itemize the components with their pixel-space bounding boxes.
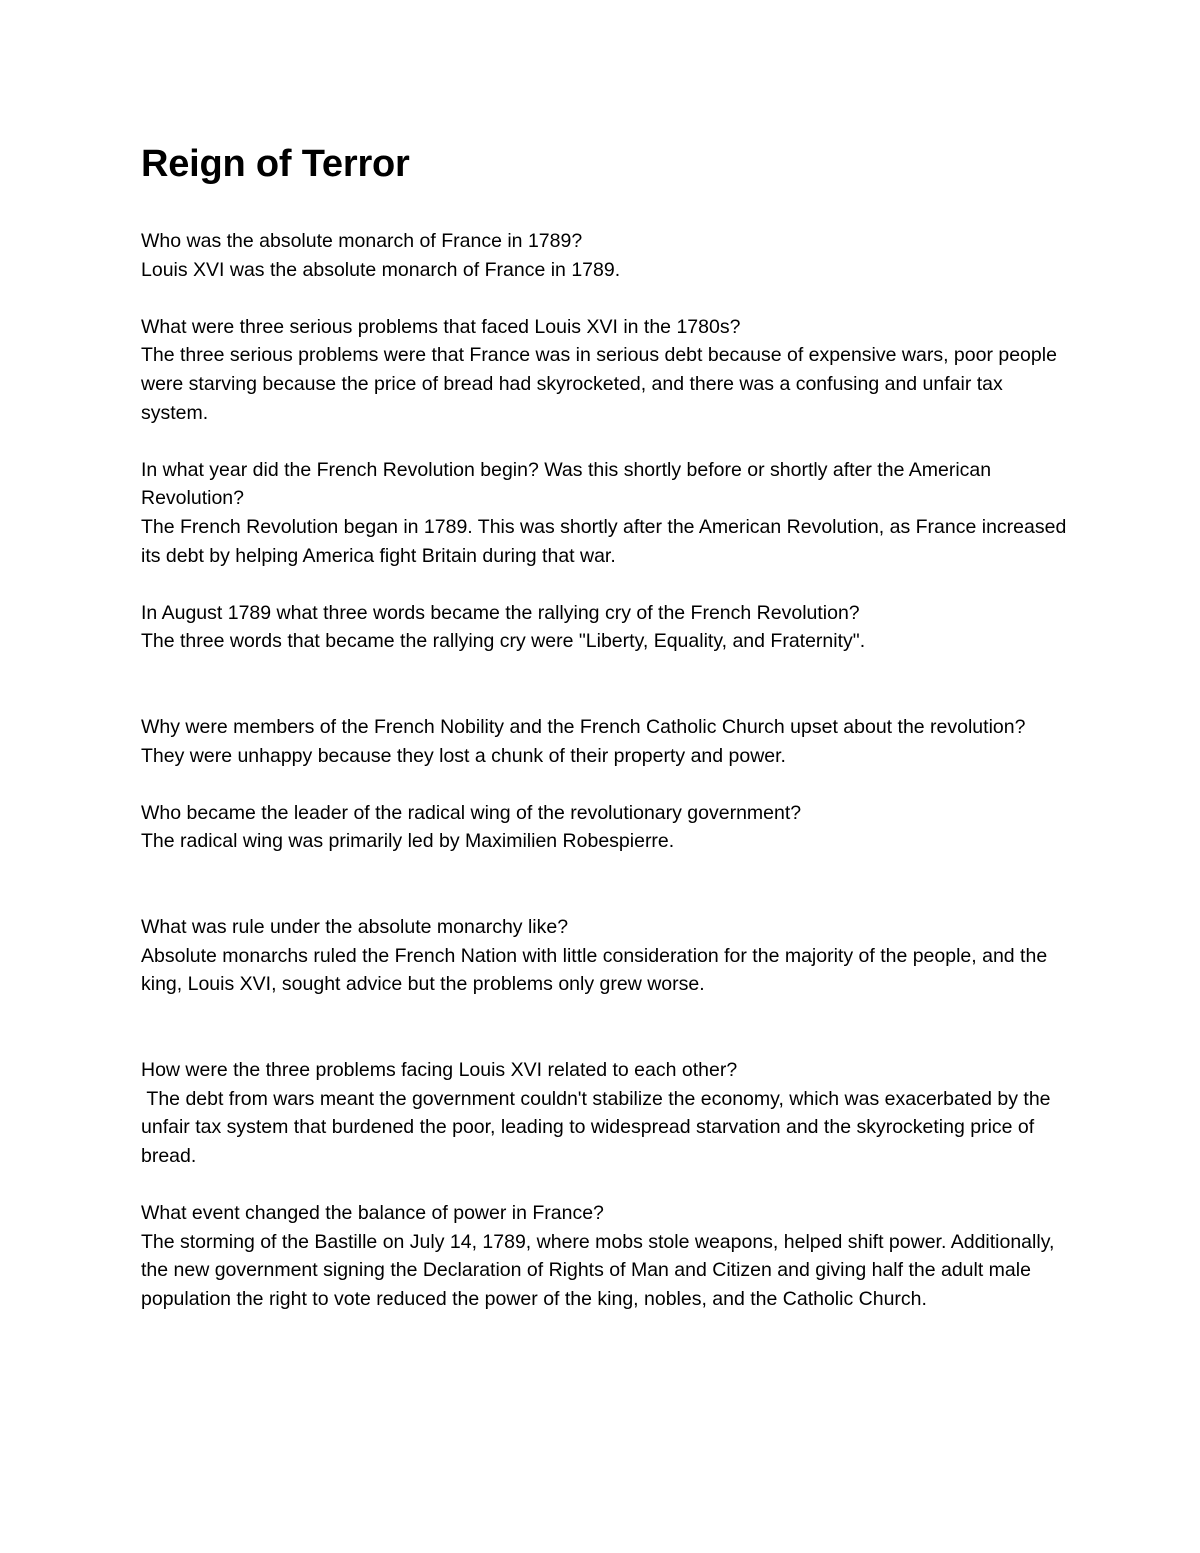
answer-7: Absolute monarchs ruled the French Nation with little consideration for the majority of the people, and the king, Louis XVI, sought advice but the problems only grew worse.	[141, 944, 1048, 996]
question-3: In what year did the French Revolution begin? Was this shortly before or shortly after the American Revolution?	[141, 458, 992, 510]
question-5: Why were members of the French Nobility and the French Catholic Church upset about the revolution?	[141, 716, 1026, 739]
answer-6: The radical wing was primarily led by Maximilien Robespierre.	[141, 830, 675, 853]
answer-9: The storming of the Bastille on July 14, 1789, where mobs stole weapons, helped shift power. Additionally, the new government signing the Declaration of Rights of Man and Citizen and giving half the adult male population the right to vote reduced the power of the king, nobles, and the Catholic Church.	[141, 1230, 1055, 1310]
question-4: In August 1789 what three words became the rallying cry of the French Revolution?	[141, 601, 860, 624]
qa-section-2	[141, 313, 1071, 427]
qa-section-7	[141, 913, 1071, 999]
answer-4: The three words that became the rallying cry were "Liberty, Equality, and Fraternity".	[141, 630, 866, 653]
spacer	[141, 770, 1071, 799]
qa-section-6	[141, 799, 1071, 856]
answer-2: The three serious problems were that France was in serious debt because of expensive wars, poor people were starving because the price of bread had skyrocketed, and there was a confusing and unfair tax system.	[141, 344, 1057, 424]
spacer	[141, 856, 1071, 913]
spacer	[141, 284, 1071, 313]
qa-section-9	[141, 1199, 1071, 1313]
qa-section-1	[141, 227, 1071, 284]
qa-section-5	[141, 713, 1071, 770]
answer-8: The debt from wars meant the government couldn't stabilize the economy, which was exacerbated by the unfair tax system that burdened the poor, leading to widespread starvation and the skyrocketing price of bread.	[141, 1087, 1056, 1167]
question-8: How were the three problems facing Louis XVI related to each other?	[141, 1059, 738, 1082]
qa-section-3	[141, 456, 1071, 570]
document-title: Reign of Terror	[141, 143, 410, 185]
question-6: Who became the leader of the radical wing of the revolutionary government?	[141, 801, 802, 824]
answer-5: They were unhappy because they lost a chunk of their property and power.	[141, 744, 786, 767]
document-page	[141, 138, 1071, 1314]
spacer	[141, 999, 1071, 1056]
spacer	[141, 570, 1071, 599]
answer-1: Louis XVI was the absolute monarch of France in 1789.	[141, 258, 621, 281]
spacer	[141, 427, 1071, 456]
qa-section-4	[141, 599, 1071, 656]
question-9: What event changed the balance of power in France?	[141, 1202, 604, 1225]
question-1: Who was the absolute monarch of France in 1789?	[141, 230, 583, 252]
spacer	[141, 1171, 1071, 1200]
question-2: What were three serious problems that faced Louis XVI in the 1780s?	[141, 315, 741, 338]
answer-3: The French Revolution began in 1789. This was shortly after the American Revolution, as France increased its debt by helping America fight Britain during that war.	[141, 515, 1067, 567]
qa-section-8	[141, 1056, 1071, 1170]
spacer	[141, 656, 1071, 713]
question-7: What was rule under the absolute monarchy like?	[141, 916, 569, 939]
